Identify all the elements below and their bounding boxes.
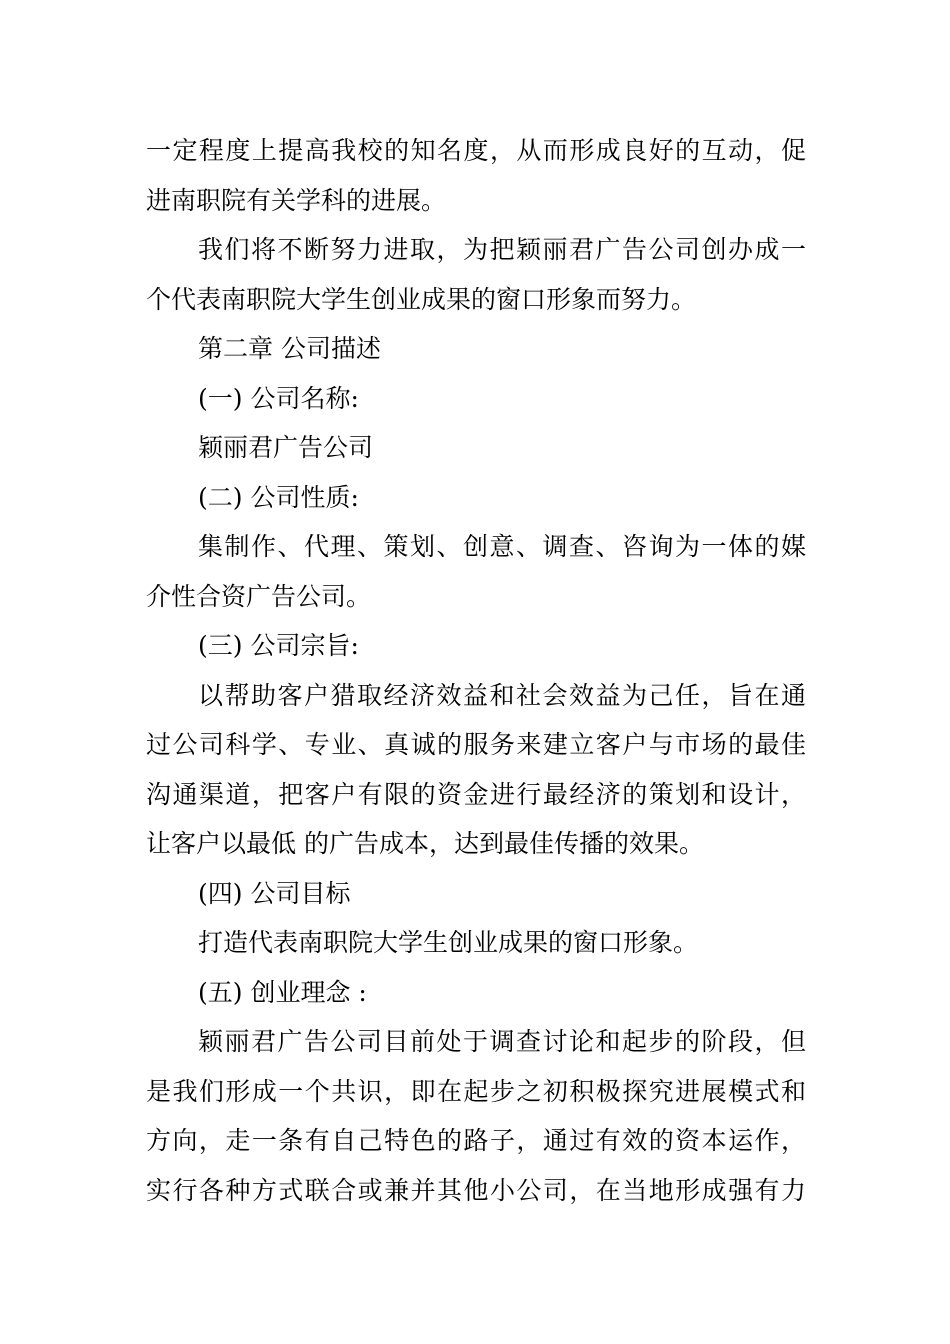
section-heading: (四) 公司目标	[198, 878, 351, 908]
section-heading: (二) 公司性质:	[198, 482, 359, 512]
paragraph-line: 方向，走一条有自己特色的路子，通过有效的资本运作，	[146, 1126, 806, 1155]
paragraph-line: 集制作、代理、策划、创意、调查、咨询为一体的媒	[198, 532, 806, 561]
document-body	[146, 126, 806, 1215]
paragraph-line: 过公司科学、专业、真诚的服务来建立客户与市场的最佳	[146, 730, 806, 759]
paragraph-line: 是我们形成一个共识，即在起步之初积极探究进展模式和	[146, 1076, 806, 1106]
chapter-heading: 第二章 公司描述	[198, 334, 381, 363]
paragraph-line: 介性合资广告公司。	[146, 581, 372, 611]
section-heading: (一) 公司名称:	[198, 383, 359, 413]
paragraph-line: 打造代表南职院大学生创业成果的窗口形象。	[198, 928, 699, 957]
section-heading: (三) 公司宗旨:	[198, 631, 359, 660]
paragraph-line: 颖丽君广告公司	[198, 433, 374, 462]
paragraph-line: 沟通渠道，把客户有限的资金进行最经济的策划和设计，	[146, 779, 806, 809]
paragraph-line: 颖丽君广告公司目前处于调查讨论和起步的阶段，但	[198, 1027, 806, 1056]
paragraph-line: 让客户以最低 的广告成本，达到最佳传播的效果。	[146, 829, 704, 858]
paragraph-line: 一定程度上提高我校的知名度，从而形成良好的互动，促	[146, 136, 806, 165]
paragraph-line: 实行各种方式联合或兼并其他小公司，在当地形成强有力	[146, 1175, 806, 1205]
paragraph-line: 进南职院有关学科的进展。	[146, 185, 447, 215]
paragraph-line: 我们将不断努力进取，为把颖丽君广告公司创办成一	[198, 235, 806, 264]
paragraph-line: 个代表南职院大学生创业成果的窗口形象而努力。	[146, 284, 697, 314]
section-heading: (五) 创业理念 :	[198, 977, 367, 1007]
paragraph-line: 以帮助客户猎取经济效益和社会效益为己任，旨在通	[198, 680, 806, 710]
